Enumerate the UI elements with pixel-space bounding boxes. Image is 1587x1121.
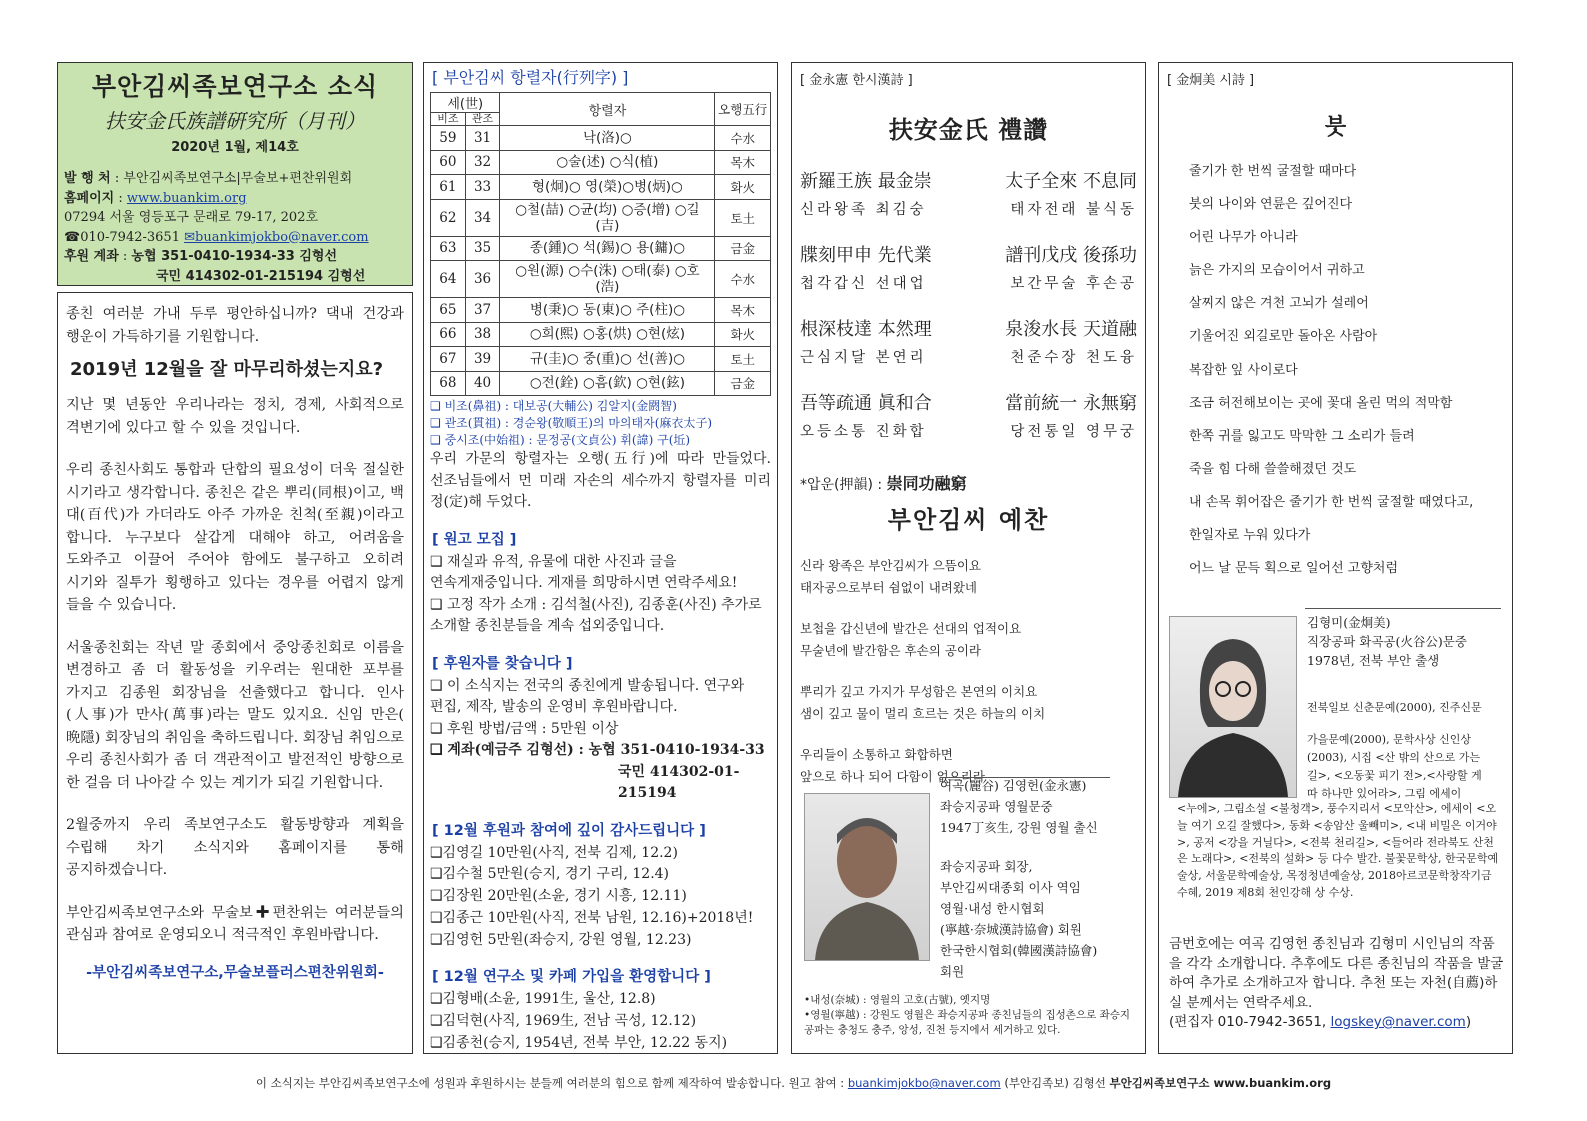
- translation-line: 앞으로 하나 되어 다함이 없으리라: [800, 768, 985, 784]
- bio-line: 직장공파 화곡공(火谷公)문중: [1307, 634, 1467, 649]
- footer-text: 이 소식지는 부안김씨족보연구소에 성원과 후원하시는 분들께 여러분의 힘으로 함께 제작하여 발송합니다. 원고 참여 :: [255, 1076, 848, 1090]
- publisher-info: 발 행 처 : 부안김씨족보연구소|무술보+편찬위원회 홈페이지 : www.buankim.org 07294 서울 영등포구 문래로 79-17, 202호 ☎010-7942-3651 ✉buankimjokbo@naver.com 후원 계좌 : 농협 351-0410-1934-33 김형선 국민 414302-01-215194 김형선: [64, 169, 406, 286]
- poem-title: 붓: [1324, 115, 1347, 140]
- wongo-item: ❑ 재실과 유적, 유물에 대한 사진과 글을 연속게재중입니다. 게재를 희망하시면 연락주세요!: [430, 553, 738, 591]
- poet-bio-detail: [1307, 699, 1507, 803]
- poem-line: 기울어진 외길로만 돌아온 사람아: [1189, 329, 1378, 345]
- support-account-2: 국민 414302-01-215194: [618, 763, 740, 801]
- header-name: 항렬자: [500, 93, 715, 126]
- name-cell: ○전(銓) ○흠(欽) ○현(鉉): [500, 371, 715, 396]
- issue-number: 2020년 1월, 제14호: [171, 140, 299, 155]
- hansi-reading-phrase: 신라왕족 최김숭: [800, 202, 927, 218]
- bijo-cell: 66: [431, 322, 466, 347]
- bijo-cell: 64: [431, 261, 466, 298]
- account-label: 후원 계좌: [64, 249, 119, 264]
- name-cell: 종(鍾)○ 석(錫)○ 용(鏞)○: [500, 236, 715, 261]
- hansi-title: 扶安金氏 禮讚: [888, 115, 1049, 144]
- gwanjo-cell: 33: [465, 175, 500, 200]
- bijo-cell: 67: [431, 347, 466, 372]
- bio-line: 회원: [940, 964, 965, 979]
- phone: ☎010-7942-3651: [64, 229, 180, 245]
- generation-table: [430, 92, 771, 396]
- gwanjo-cell: 35: [465, 236, 500, 261]
- translation-line: 보첩을 갑신년에 발간은 선대의 업적이요: [800, 621, 1022, 636]
- author-photo: [804, 793, 930, 961]
- generation-row: [431, 126, 771, 151]
- gwanjo-cell: 38: [465, 322, 500, 347]
- poem-tag: [ 金炯美 시詩 ]: [1167, 73, 1255, 88]
- thanks-title: [ 12월 후원과 참여에 깊이 감사드립니다 ]: [432, 822, 706, 839]
- header-bijo: 비조: [431, 113, 466, 126]
- footer-text: (부안김족보) 김형선: [1000, 1076, 1110, 1090]
- hansi-korean-title: 부안김씨 예찬: [887, 506, 1050, 534]
- support-account: ❑ 계좌(예금주 김형선) : 농협 351-0410-1934-33: [430, 742, 765, 758]
- hansi-reading-phrase: 오등소통 진화합: [800, 424, 927, 440]
- hansi-translation: [800, 555, 1137, 787]
- generation-row: [431, 199, 771, 236]
- hansi-reading-phrase: 태자전래 불식동: [1010, 202, 1137, 218]
- hansi-phrase: 牒刻甲申 先代業: [800, 245, 932, 266]
- generation-row: [431, 175, 771, 200]
- bijo-cell: 62: [431, 199, 466, 236]
- greeting-letter: [57, 292, 413, 1054]
- note-line: ❑ 관조(貫祖) : 경순왕(敬順王)의 마의태자(麻衣太子): [430, 416, 713, 430]
- bio-line: 여곡(麗谷) 김영헌(金永憲): [940, 778, 1087, 793]
- translation-line: 우리들이 소통하고 화합하면: [800, 747, 953, 762]
- generation-row: [431, 236, 771, 261]
- generation-row: [431, 298, 771, 323]
- bijo-cell: 65: [431, 298, 466, 323]
- poem-line: 늙은 가지의 모습이어서 귀하고: [1189, 263, 1365, 279]
- poem-line: 어린 나무가 아니라: [1189, 230, 1298, 246]
- letter-heading: 2019년 12월을 잘 마무리하셨는지요?: [70, 359, 384, 380]
- bio-line: 따 하나만 있어라>, 그림 에세이: [1307, 787, 1462, 800]
- welcome-item: ❑김덕현(사직, 1969生, 전남 곡성, 12.12): [430, 1013, 697, 1030]
- homepage-label: 홈페이지: [64, 190, 115, 206]
- element-cell: 수水: [715, 261, 771, 298]
- hansi-phrase: 吾等疏通 眞和合: [800, 393, 932, 414]
- bio-line: 전북일보 신춘문예(2000), 진주신문: [1307, 701, 1482, 714]
- address: 07294 서울 영등포구 문래로 79-17, 202호: [64, 210, 319, 225]
- masthead: [57, 62, 413, 286]
- gwanjo-cell: 39: [465, 347, 500, 372]
- poem-column: [1158, 62, 1513, 1054]
- poet-bio: [1307, 613, 1507, 670]
- email-link[interactable]: ✉buankimjokbo@naver.com: [184, 229, 369, 245]
- letter-paragraph: 2월중까지 우리 족보연구소도 활동방향과 계획을 수립해 차기 소식지와 홈페이지를 통해 공지하겠습니다.: [66, 817, 404, 878]
- account-1: 농협 351-0410-1934-33 김형선: [131, 249, 338, 264]
- support-title: [ 후원자를 찾습니다 ]: [432, 655, 573, 672]
- poem-line: 한쪽 귀를 잃고도 막막한 그 소리가 들려: [1189, 428, 1415, 444]
- translation-line: 신라 왕족은 부안김씨가 으뜸이요: [800, 558, 981, 573]
- masthead-title: 부안김씨족보연구소 소식: [91, 72, 379, 101]
- poem-line: 복잡한 잎 사이로다: [1189, 362, 1298, 378]
- translation-line: 뿌리가 깊고 가지가 무성함은 본연의 이치요: [800, 684, 1038, 699]
- element-cell: 금金: [715, 371, 771, 396]
- hansi-reading: [800, 346, 1137, 367]
- bio-line: 가을문예(2000), 문학사상 신인상: [1307, 733, 1471, 746]
- note-line: ❑ 비조(鼻祖) : 대보공(大輔公) 김알지(金閼智): [430, 399, 677, 413]
- element-cell: 목木: [715, 150, 771, 175]
- thanks-item: ❑김영헌 5만원(좌승지, 강원 영월, 12.23): [430, 931, 692, 948]
- bio-line: 1947丁亥生, 강원 영월 출신: [940, 820, 1098, 835]
- poet-works: <누에>, 그림소설 <불청객>, 풍수지리서 <모악산>, 에세이 <오늘 여기 오길 잘했다>, 동화 <송암산 울빼미>, <내 비밀은 이거야>, 공저 <강을 거닐다>, <전북 천리길>, <들어라 전라북도 산천은 노래다>, <전북의 설화> 등 다수 발간. 불꽃문학상, 한국문학예술상, 서울문학예술상, 목정청년예술상, 2018아르코문학창작기금 수혜, 2019 제8회 천인강해 상 수상.: [1177, 802, 1499, 899]
- gwanjo-cell: 37: [465, 298, 500, 323]
- portrait-image: [805, 794, 929, 960]
- element-cell: 토土: [715, 199, 771, 236]
- bio-line: 영월·내성 한시협회: [940, 901, 1045, 916]
- bijo-cell: 68: [431, 371, 466, 396]
- bio-line: 김형미(金炯美): [1307, 615, 1391, 630]
- bio-line: 1978년, 전북 부안 출생: [1307, 653, 1440, 668]
- translation-line: 무술년에 발간함은 후손의 공이라: [800, 642, 981, 658]
- editor-end: ): [1465, 1014, 1472, 1030]
- hansi-footnotes: [804, 993, 1139, 1038]
- letter-paragraph: 종친 여러분 가내 두루 평안하십니까? 댁내 건강과 행운이 가득하기를 기원합니다.: [66, 306, 404, 345]
- letter-paragraph: 지난 몇 년동안 우리나라는 정치, 경제, 사회적으로 격변기에 있다고 할 수 있을 것입니다.: [66, 397, 404, 436]
- hansi-phrase: 當前統一 永無窮: [1005, 393, 1137, 414]
- hansi-reading: [800, 420, 1137, 441]
- hansi-reading-phrase: 첩각갑신 선대업: [800, 276, 927, 292]
- letter-paragraph: 서울종친회는 작년 말 종회에서 중앙종친회로 이름을 변경하고 좀 더 활동성을 키우려는 원대한 포부를 가지고 김종원 회장님을 선출했다고 합니다. 인사(人事)가 만사(萬事)라는 말도 있지요. 신임 만은( 晩隱) 회장님의 취임을 축하드립니다. 회장님 취임으로 우리 종친사회가 좀 더 객관적이고 발전적인 방향으로 한 걸음 더 나아갈 수 있는 계기가 되길 기원합니다.: [66, 639, 404, 791]
- editor-note: [1169, 935, 1507, 1033]
- gwanjo-cell: 32: [465, 150, 500, 175]
- hansi-phrase: 泉浚水長 天道融: [1005, 319, 1137, 340]
- masthead-subtitle: 扶安金氏族譜硏究所（月刊）: [105, 109, 365, 133]
- publisher-value: 부안김씨족보연구소|무술보+편찬위원회: [123, 171, 353, 186]
- generation-column: [423, 62, 778, 1054]
- generation-row: [431, 347, 771, 372]
- translation-line: 샘이 깊고 물이 멀리 흐르는 것은 하늘의 이치: [800, 705, 1046, 721]
- hansi-phrase: 根深枝達 本然理: [800, 319, 932, 340]
- footnote: •내성(奈城) : 영월의 고호(古號), 옛지명: [804, 994, 991, 1006]
- hansi-author-bio: [940, 775, 1136, 982]
- footer-email-link[interactable]: buankimjokbo@naver.com: [847, 1076, 1001, 1090]
- hansi-reading-phrase: 당전통일 영무궁: [1010, 424, 1137, 440]
- poem-line: 한일자로 누워 있다가: [1189, 528, 1311, 544]
- bijo-cell: 61: [431, 175, 466, 200]
- generation-row: [431, 322, 771, 347]
- name-cell: ○철(喆) ○균(均) ○증(增) ○길(吉): [500, 199, 715, 236]
- support-item: ❑ 후원 방법/금액 : 5만원 이상: [430, 720, 619, 737]
- wongo-title: [ 원고 모집 ]: [432, 531, 517, 548]
- header-element: 오행五行: [715, 93, 771, 126]
- thanks-item: ❑김장원 20만원(소윤, 경기 시흥, 12.11): [430, 888, 687, 905]
- generation-row: [431, 261, 771, 298]
- element-cell: 금金: [715, 236, 771, 261]
- hansi-column: [791, 62, 1146, 1054]
- gwanjo-cell: 31: [465, 126, 500, 151]
- element-cell: 화火: [715, 322, 771, 347]
- element-cell: 목木: [715, 298, 771, 323]
- letter-paragraph: 부안김씨족보연구소와 무술보✚편찬위는 여러분들의 관심과 참여로 운영되오니 적극적인 후원바랍니다.: [66, 904, 404, 943]
- hansi-line: [800, 389, 1137, 415]
- poem-line: 붓의 나이와 연륜은 깊어진다: [1189, 197, 1353, 213]
- generation-body: 우리 가문의 항렬자는 오행(五行)에 따라 만들었다. 선조님들에서 먼 미래 자손의 세수까지 항렬자를 미리 정(定)해 두었다.: [430, 451, 771, 510]
- hansi-phrase: 譜刊戊戌 後孫功: [1005, 245, 1137, 266]
- poem-line: 내 손목 휘어잡은 줄기가 한 번씩 굴절할 때였다고,: [1189, 494, 1474, 510]
- translation-line: 태자공으로부터 쉼없이 내려왔네: [800, 579, 977, 595]
- bijo-cell: 63: [431, 236, 466, 261]
- rhyme-label: *압운(押韻) :: [800, 477, 883, 493]
- name-cell: ○술(述) ○식(植): [500, 150, 715, 175]
- gwanjo-cell: 40: [465, 371, 500, 396]
- editor-label: (편집자 010-7942-3651,: [1169, 1014, 1331, 1030]
- editor-note-text: 금번호에는 여곡 김영헌 종친님과 김형미 시인님의 작품을 각각 소개합니다. 추후에도 다른 종친님의 작품을 발굴하여 추가로 소개하고자 합니다. 추천 또는 자천(自薦)하실 분께서는 연락주세요.: [1169, 936, 1504, 1011]
- hansi-reading: [800, 272, 1137, 293]
- hansi-tag: [ 金永憲 한시漢詩 ]: [800, 73, 913, 88]
- hansi-reading-phrase: 천준수장 천도융: [1010, 350, 1137, 366]
- bio-line: (寧越·奈城漢詩協會) 회원: [940, 922, 1082, 937]
- welcome-item: ❑김종천(승지, 1954년, 전북 부안, 12.22 동지): [430, 1035, 728, 1052]
- account-2: 국민 414302-01-215194 김형선: [156, 268, 366, 284]
- name-cell: 낙(洛)○: [500, 126, 715, 151]
- hansi-phrase: 太子全來 不息同: [1005, 171, 1137, 192]
- name-cell: ○희(熙) ○홍(烘) ○현(炫): [500, 322, 715, 347]
- poem-line: 살찌지 않은 겨천 고뇌가 설레어: [1189, 296, 1369, 312]
- hansi-line: [800, 315, 1137, 341]
- gwanjo-cell: 34: [465, 199, 500, 236]
- page-footer: [0, 1075, 1587, 1091]
- letter-paragraph: 우리 종친사회도 통합과 단합의 필요성이 더욱 절실한 시기라고 생각합니다. 종친은 같은 뿌리(同根)이고, 백 대(百代)가 가더라도 아주 가까운 친척(至親)이라고 합니다. 누구보다 살갑게 대해야 하고, 어려움을 도와주고 이끌어 주어야 함에도 불구하고 오히려 시기와 질투가 횡행하고 있다는 경우를 어렵지 않게 들을 수 있습니다.: [66, 462, 404, 613]
- bio-line: (2003), 시집 <산 밖의 산으로 가는: [1307, 751, 1481, 764]
- generation-title: [ 부안김씨 항렬자(行列字) ]: [432, 68, 629, 87]
- bio-line: 부안김씨대종회 이사 역임: [940, 880, 1081, 895]
- header-gen: 세(世): [431, 93, 500, 113]
- generation-notes: [430, 398, 771, 449]
- publisher-label: 발 행 처: [64, 171, 111, 186]
- hansi-line: [800, 241, 1137, 267]
- element-cell: 화火: [715, 175, 771, 200]
- header-gwanjo: 관조: [465, 113, 500, 126]
- thanks-item: ❑김영길 10만원(사직, 전북 김제, 12.2): [430, 844, 678, 861]
- welcome-title: [ 12월 연구소 및 카페 가입을 환영합니다 ]: [432, 969, 711, 986]
- rhyme: [800, 471, 1137, 494]
- footnote: •영월(寧越) : 강원도 영월은 좌승지공파 종친님들의 집성촌으로 좌승지공파는 충청도 충주, 앙성, 진천 등지에서 세거하고 있다.: [804, 1009, 1131, 1036]
- wongo-item: ❑ 고정 작가 소개 : 김석철(사진), 김종훈(사진) 추가로 소개할 종친분들을 계속 섭외중입니다.: [430, 596, 762, 634]
- bio-line: 길>, <오동꽃 피기 전>,<사랑할 게: [1307, 769, 1482, 782]
- homepage-link[interactable]: www.buankim.org: [126, 190, 247, 206]
- hansi-reading-phrase: 보간무술 후손공: [1010, 276, 1137, 292]
- poem-line: 어느 날 문득 획으로 일어선 고향처럼: [1189, 561, 1399, 577]
- bijo-cell: 59: [431, 126, 466, 151]
- gwanjo-cell: 36: [465, 261, 500, 298]
- element-cell: 수水: [715, 126, 771, 151]
- hansi-phrase: 新羅王族 最金崇: [800, 171, 932, 192]
- thanks-item: ❑김수철 5만원(승지, 경기 구리, 12.4): [430, 866, 670, 883]
- poem-line: 줄기가 한 번씩 굴절할 때마다: [1189, 164, 1357, 179]
- poem-line: 죽을 힘 다해 쓸쓸해졌던 것도: [1189, 461, 1357, 477]
- footer-org: 부안김씨족보연구소 www.buankim.org: [1109, 1076, 1332, 1090]
- thanks-item: ❑김종근 10만원(사직, 전북 남원, 12.16)+2018년!: [430, 909, 754, 926]
- bijo-cell: 60: [431, 150, 466, 175]
- poet-photo: [1169, 616, 1297, 798]
- bio-line: 좌승지공파 회장,: [940, 859, 1033, 874]
- welcome-item: ❑김형배(소윤, 1991生, 울산, 12.8): [430, 991, 656, 1008]
- letter-signature: -부안김씨족보연구소,무술보플러스편찬위원회-: [86, 964, 384, 981]
- support-item: ❑ 이 소식지는 전국의 종친에게 발송됩니다. 연구와 편집, 제작, 발송의 운영비 후원바랍니다.: [430, 677, 745, 715]
- bio-line: 한국한시협회(韓國漢詩協會): [940, 943, 1098, 958]
- editor-email-link[interactable]: logskey@naver.com: [1330, 1014, 1466, 1030]
- rhyme-chars: 崇同功融窮: [886, 474, 967, 493]
- name-cell: 형(炯)○ 영(榮)○병(炳)○: [500, 175, 715, 200]
- name-cell: ○원(源) ○수(洙) ○태(泰) ○호(浩): [500, 261, 715, 298]
- portrait-image: [1170, 617, 1296, 797]
- hansi-line: [800, 167, 1137, 193]
- name-cell: 병(秉)○ 동(東)○ 주(柱)○: [500, 298, 715, 323]
- bio-line: 좌승지공파 영월문중: [940, 799, 1053, 814]
- generation-row: [431, 371, 771, 396]
- note-line: ❑ 중시조(中始祖) : 문정공(文貞公) 휘(諱) 구(坵): [430, 433, 691, 447]
- hansi-reading-phrase: 근심지달 본연리: [800, 350, 927, 366]
- poem-lines: [1167, 155, 1504, 585]
- hansi-lines: [800, 167, 1137, 441]
- element-cell: 토土: [715, 347, 771, 372]
- poem-line: 조금 허전해보이는 곳에 꽃대 올린 먹의 적막함: [1189, 395, 1453, 411]
- hansi-reading: [800, 198, 1137, 219]
- name-cell: 규(圭)○ 중(重)○ 선(善)○: [500, 347, 715, 372]
- generation-row: [431, 150, 771, 175]
